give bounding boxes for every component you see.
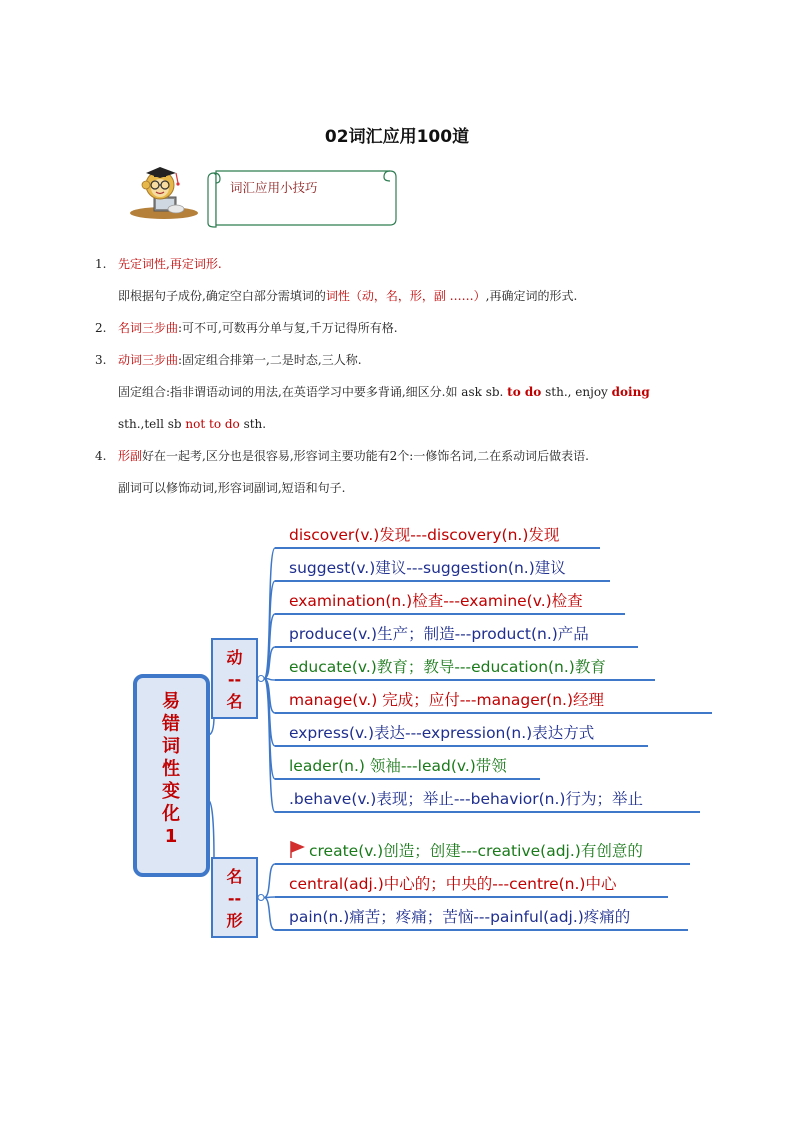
mind-map-item: discover(v.)发现---discovery(n.)发现	[289, 526, 560, 544]
tip-text: 动词三步曲:固定组合排第一,二是时态,三人称.	[118, 353, 362, 367]
tip-number: 3.	[95, 353, 107, 367]
root-char: 词	[162, 736, 180, 757]
root-char: 变	[162, 781, 180, 802]
mind-map-item: examination(n.)检查---examine(v.)检查	[289, 592, 583, 610]
tip-text: 即根据句子成份,确定空白部分需填词的词性（动，名，形，副 ……）,再确定词的形式.	[118, 289, 578, 303]
branch-line	[264, 898, 275, 931]
root-char: 化	[162, 803, 180, 825]
tip-text: 先定词性,再定词形.	[118, 257, 222, 271]
tip-text: 固定组合:指非谓语动词的用法,在英语学习中要多背诵,细区分.如 ask sb. to do sth., enjoy doing	[118, 385, 650, 399]
mind-map-item: express(v.)表达---expression(n.)表达方式	[289, 724, 595, 742]
mind-map-item: educate(v.)教育；教导---education(n.)教育	[289, 658, 606, 676]
root-char: 易	[162, 691, 180, 712]
mind-map-item: .behave(v.)表现；举止---behavior(n.)行为；举止	[289, 790, 643, 808]
tip-number: 4.	[95, 449, 107, 463]
root-char: 1	[164, 826, 178, 847]
branch-knob	[258, 895, 264, 901]
tip-number: 1.	[95, 257, 107, 271]
tip-text: 副词可以修饰动词,形容词副词,短语和句子.	[118, 481, 346, 495]
mind-map-item: pain(n.)痛苦；疼痛；苦恼---painful(adj.)疼痛的	[289, 908, 631, 926]
category-label: 名	[226, 692, 243, 711]
mind-map-item: manage(v.) 完成；应付---manager(n.)经理	[289, 691, 605, 709]
branch-line	[264, 864, 275, 898]
banner-label: 词汇应用小技巧	[230, 180, 318, 195]
mind-map-item: suggest(v.)建议---suggestion(n.)建议	[289, 559, 566, 577]
category-label: 动	[226, 648, 243, 667]
page-title: 02词汇应用100道	[324, 127, 470, 147]
root-char: 性	[162, 758, 180, 780]
category-label: 名	[226, 867, 243, 886]
mind-map-item: central(adj.)中心的；中央的---centre(n.)中心	[289, 875, 617, 893]
category-label: 形	[226, 911, 243, 930]
mind-map-item: produce(v.)生产；制造---product(n.)产品	[289, 625, 589, 643]
tip-text: sth.,tell sb not to do sth.	[118, 417, 267, 431]
category-label: --	[227, 889, 242, 908]
tip-number: 2.	[95, 321, 107, 335]
tip-text: 名词三步曲:可不可,可数再分单与复,千万记得所有格.	[118, 321, 398, 335]
flag-icon	[291, 842, 303, 858]
category-label: --	[227, 670, 242, 689]
branch-knob	[258, 676, 264, 682]
tip-text: 形副好在一起考,区分也是很容易,形容词主要功能有2个:一修饰名词,二在系动词后做表语.	[118, 449, 589, 463]
mind-map-item: leader(n.) 领袖---lead(v.)带领	[289, 757, 507, 775]
root-char: 错	[162, 713, 180, 735]
mind-map-item: create(v.)创造；创建---creative(adj.)有创意的	[309, 842, 643, 860]
